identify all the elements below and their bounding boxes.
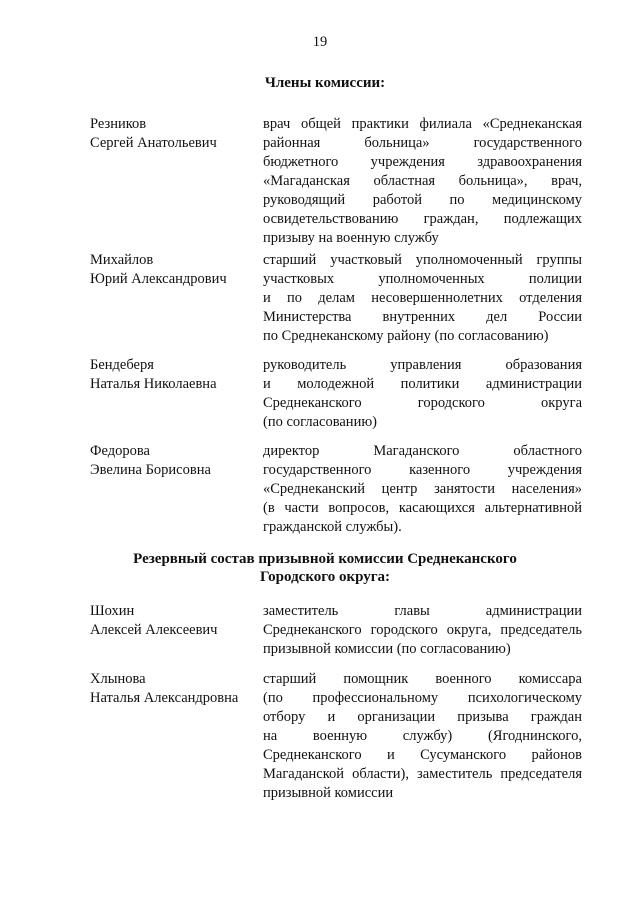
member-name: [90, 115, 260, 153]
member-role-line: «Среднеканский центр занятости населения»: [263, 481, 582, 497]
member-role-line: и по делам несовершеннолетних отделения: [263, 290, 582, 306]
member-role-line: (в части вопросов, касающихся альтернативной: [263, 500, 582, 516]
member-name-line: Наталья Николаевна: [90, 376, 217, 392]
member-role-line: директор Магаданского областного: [263, 443, 582, 459]
member-role: [263, 251, 582, 346]
member-role-line: Среднеканского и Сусуманского районов: [263, 747, 582, 763]
member-role-line: на военную службу) (Ягоднинского,: [263, 728, 582, 744]
member-role-line: заместитель главы администрации: [263, 603, 582, 619]
member-role: [263, 356, 582, 432]
member-role-line: Среднеканского городского округа, председатель: [263, 622, 582, 638]
member-name-line: Сергей Анатольевич: [90, 135, 217, 151]
member-name-line: Михайлов: [90, 252, 154, 268]
member-role: [263, 602, 582, 659]
member-role-line: бюджетного учреждения здравоохранения: [263, 154, 582, 170]
section-heading-reserve: [90, 550, 560, 586]
member-role: [263, 670, 582, 803]
member-role-line: отбору и организации призыва граждан: [263, 709, 582, 725]
member-role-line: руководитель управления образования: [263, 357, 582, 373]
member-role-line: и молодежной политики администрации: [263, 376, 582, 392]
member-name-line: Бендеберя: [90, 357, 154, 373]
member-role-line: призывной комиссии: [263, 785, 394, 801]
member-name-line: Юрий Александрович: [90, 271, 227, 287]
member-role-line: районная больница» государственного: [263, 135, 582, 151]
member-role-line: Среднеканского городского округа: [263, 395, 582, 411]
member-role-line: участковых уполномоченных полиции: [263, 271, 582, 287]
member-name: [90, 356, 260, 394]
member-name-line: Шохин: [90, 603, 135, 619]
member-role-line: старший участковый уполномоченный группы: [263, 252, 582, 268]
member-name: [90, 251, 260, 289]
member-name: [90, 670, 260, 708]
member-role-line: врач общей практики филиала «Среднеканская: [263, 116, 582, 132]
member-name-line: Наталья Александровна: [90, 690, 239, 706]
member-name-line: Резников: [90, 116, 147, 132]
member-name: [90, 602, 260, 640]
member-name-line: Федорова: [90, 443, 150, 459]
member-role-line: (по согласованию): [263, 414, 377, 430]
member-role-line: призывной комиссии (по согласованию): [263, 641, 511, 657]
member-name-line: Хлынова: [90, 671, 146, 687]
member-role-line: освидетельствованию граждан, подлежащих: [263, 211, 582, 227]
member-role-line: призыву на военную службу: [263, 230, 439, 246]
member-role-line: Министерства внутренних дел России: [263, 309, 582, 325]
reserve-heading-line: Городского округа:: [259, 569, 391, 585]
members-heading-text: Члены комиссии:: [264, 75, 386, 91]
reserve-heading-line: Резервный состав призывной комиссии Среднеканского: [133, 551, 517, 567]
member-role-line: гражданской службы).: [263, 519, 402, 535]
member-name-line: Алексей Алексеевич: [90, 622, 218, 638]
member-role-line: «Магаданская областная больница», врач,: [263, 173, 582, 189]
member-role-line: старший помощник военного комиссара: [263, 671, 582, 687]
member-role-line: государственного казенного учреждения: [263, 462, 582, 478]
member-role-line: Магаданской области), заместитель председателя: [263, 766, 582, 782]
member-role-line: (по профессиональному психологическому: [263, 690, 582, 706]
member-role-line: руководящий работой по медицинскому: [263, 192, 582, 208]
member-name-line: Эвелина Борисовна: [90, 462, 211, 478]
section-heading-members: [90, 74, 560, 92]
page-number: 19: [312, 34, 328, 50]
member-role: [263, 115, 582, 248]
member-role: [263, 442, 582, 537]
member-role-line: по Среднеканскому району (по согласованию): [263, 328, 549, 344]
member-name: [90, 442, 260, 480]
